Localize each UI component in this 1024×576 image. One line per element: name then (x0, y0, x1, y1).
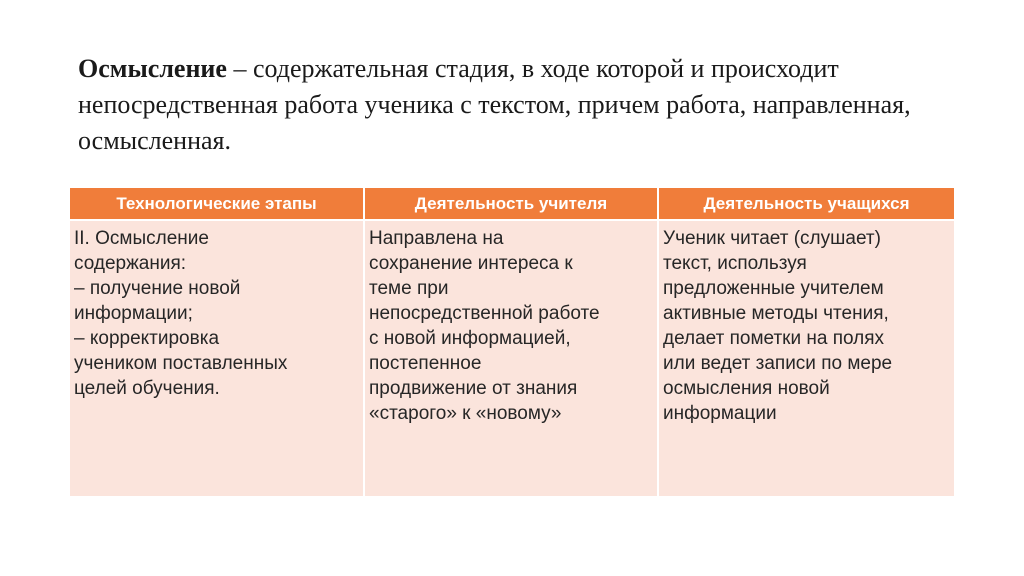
cell-stage (70, 220, 364, 496)
cell-line: информации; (74, 303, 193, 324)
cell-line: теме при (369, 278, 449, 299)
cell-line: или ведет записи по мере (663, 353, 893, 374)
cell-line: – корректировка (74, 328, 220, 349)
stages-table (70, 188, 954, 496)
header-stages: Технологические этапы (70, 188, 364, 220)
cell-line: непосредственной работе (369, 303, 600, 324)
cell-line: текст, используя (663, 253, 807, 274)
cell-line: осмысления новой (663, 378, 830, 399)
table-header-row (70, 188, 954, 220)
cell-line: информации (663, 403, 777, 424)
table-row (70, 220, 954, 496)
cell-line: делает пометки на полях (663, 328, 885, 349)
cell-line: II. Осмысление (74, 228, 209, 249)
cell-line: учеником поставленных (74, 353, 288, 374)
heading-text: – содержательная стадия, в ходе которой и происходит непосредственная работа ученика с текстом, причем работа, направленная, осмысленная. (78, 54, 911, 155)
cell-line: продвижение от знания (369, 378, 578, 399)
header-student-activity: Деятельность учащихся (658, 188, 954, 220)
heading-term: Осмысление (78, 54, 227, 83)
cell-line: с новой информацией, (369, 328, 571, 349)
slide-heading (78, 51, 978, 159)
cell-line: сохранение интереса к (369, 253, 573, 274)
cell-line: содержания: (74, 253, 187, 274)
cell-line: предложенные учителем (663, 278, 884, 299)
cell-line: – получение новой (74, 278, 241, 299)
cell-teacher-activity (364, 220, 658, 496)
cell-line: целей обучения. (74, 378, 220, 399)
header-teacher-activity: Деятельность учителя (364, 188, 658, 220)
cell-line: Ученик читает (слушает) (663, 228, 881, 249)
cell-line: «старого» к «новому» (369, 403, 562, 424)
cell-student-activity (658, 220, 954, 496)
cell-line: Направлена на (369, 228, 504, 249)
cell-line: постепенное (369, 353, 482, 374)
cell-line: активные методы чтения, (663, 303, 889, 324)
